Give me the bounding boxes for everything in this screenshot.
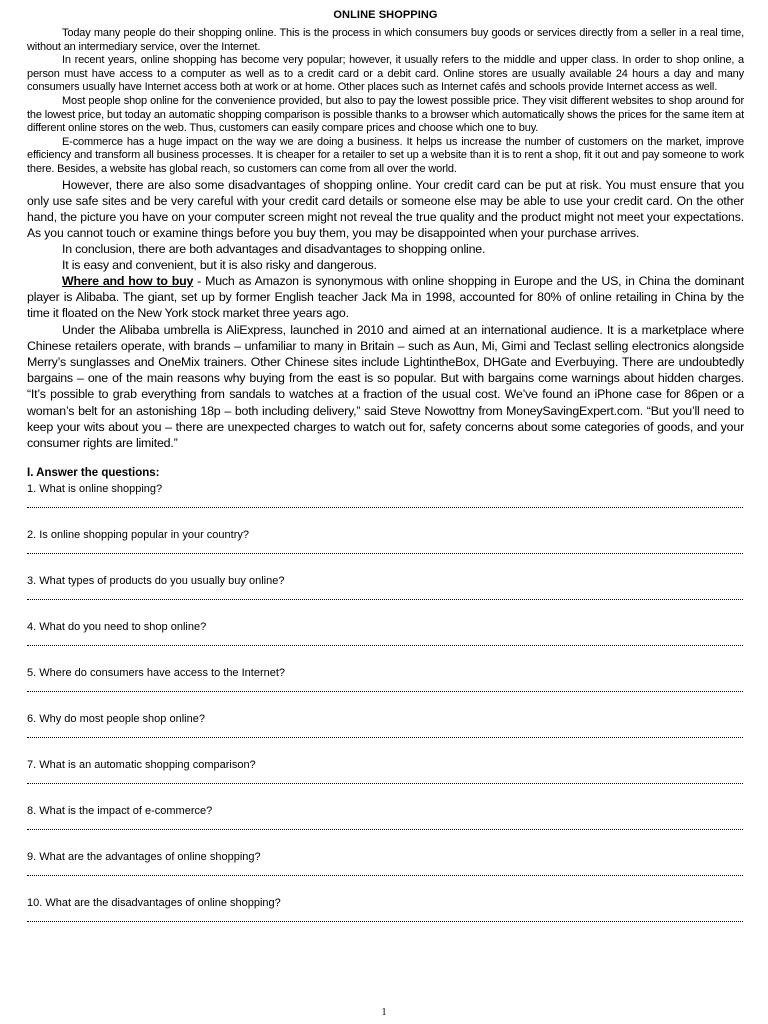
where-to-buy-text: - Much as Amazon is synonymous with online shopping in Europe and the US, in China the dominant player is Alibaba. The giant, set up by former English teacher Jack Ma in 1998, accounted for 80% of online retailing in China by the time it floated on the New York stock market three years ago. (27, 273, 744, 321)
paragraph-price: Most people shop online for the convenience provided, but also to pay the lowest possible price. They visit different websites to shop around for the lowest price, but today an automatic shopping comparison is possible thanks to a browser which automatically shows the prices for the same item at different online stores on the web. Thus, customers can easily compare prices and choose which one to buy. (27, 94, 744, 135)
paragraph-popularity: In recent years, online shopping has become very popular; however, it usually refers to the middle and upper class. In order to shop online, a person must have access to a computer as well as to a credit card or a debit card. Online stores are usually available 24 hours a day and many consumers usually have Internet access both at work or at home. Other places such as Internet cafés and schools provide Internet access as well. (27, 54, 744, 94)
question-item (27, 801, 744, 847)
page-title: ONLINE SHOPPING (333, 9, 438, 21)
answer-line[interactable] (27, 737, 743, 738)
question-item (27, 755, 744, 801)
page-number: 1 (381, 1007, 387, 1018)
paragraph-ecommerce: E-commerce has a huge impact on the way we are doing a business. It helps us increase the number of customers on the market, improve efficiency and transform all business processes. It is cheaper for a retailer to set up a website than it is to rent a shop, fit it out and pay someone to work there. Besides, a website has global reach, so customers can come from all over the world. (27, 135, 744, 175)
question-item (27, 847, 744, 893)
paragraph-where-to-buy (27, 273, 744, 322)
where-to-buy-heading: Where and how to buy (62, 273, 194, 288)
question-text: 1. What is online shopping? (27, 483, 163, 496)
question-text: 7. What is an automatic shopping comparison? (27, 759, 256, 772)
question-item (27, 525, 744, 571)
answer-line[interactable] (27, 553, 743, 554)
question-text: 5. Where do consumers have access to the Internet? (27, 667, 286, 680)
paragraph-intro: Today many people do their shopping online. This is the process in which consumers buy goods or services directly from a seller in a real time, without an intermediary service, over the Internet. (27, 27, 744, 53)
paragraph-alibaba: Under the Alibaba umbrella is AliExpress, launched in 2010 and aimed at an international audience. It is a marketplace where Chinese retailers operate, with brands – unfamiliar to many in Britain – such as Aun, Mi, Gimi and Teclast selling electronics alongside Merry’s sunglasses and OneMix trainers. Other Chinese sites include LightintheBox, DHGate and Everbuying. There are undoubtedly bargains – one of the main reasons why buying from the east is so popular. But with bargains come warnings about hidden charges. “It’s possible to grab everything from sandals to watches at a fraction of the usual cost. We’ve found an iPhone case for 86pen or a woman’s belt for an astonishing 18p – both including delivery,” said Steve Nowottny from MoneySavingExpert.com. “But you’ll need to keep your wits about you – there are unexpected charges to watch out for, safety concerns about some categories of goods, and your consumer rights are limited.” (27, 322, 744, 450)
question-item (27, 479, 744, 525)
question-text: 4. What do you need to shop online? (27, 621, 207, 634)
question-text: 9. What are the advantages of online shopping? (27, 851, 261, 864)
question-text: 2. Is online shopping popular in your country? (27, 529, 249, 542)
question-text: 10. What are the disadvantages of online shopping? (27, 897, 281, 910)
answer-line[interactable] (27, 783, 743, 784)
answer-line[interactable] (27, 599, 743, 600)
paragraph-conclusion: In conclusion, there are both advantages and disadvantages to shopping online. (62, 241, 486, 256)
question-item (27, 663, 744, 709)
question-text: 3. What types of products do you usually buy online? (27, 575, 285, 588)
answer-line[interactable] (27, 921, 743, 922)
answer-line[interactable] (27, 507, 743, 508)
question-item (27, 571, 744, 617)
question-item (27, 617, 744, 663)
question-text: 6. Why do most people shop online? (27, 713, 205, 726)
question-item (27, 709, 744, 755)
question-text: 8. What is the impact of e-commerce? (27, 805, 213, 818)
answer-line[interactable] (27, 829, 743, 830)
paragraph-summary: It is easy and convenient, but it is also risky and dangerous. (62, 257, 377, 272)
answer-line[interactable] (27, 645, 743, 646)
answer-line[interactable] (27, 691, 743, 692)
question-item (27, 893, 744, 939)
questions-heading: I. Answer the questions: (27, 467, 160, 480)
paragraph-disadvantages: However, there are also some disadvantages of shopping online. Your credit card can be put at risk. You must ensure that you only use safe sites and be very careful with your credit card details or someone else may be able to use your credit card. On the other hand, the picture you have on your computer screen might not reveal the true quality and the product might not meet your expectations. As you cannot touch or examine things before you buy them, you may be disappointed when your purchase arrives. (27, 177, 744, 240)
answer-line[interactable] (27, 875, 743, 876)
